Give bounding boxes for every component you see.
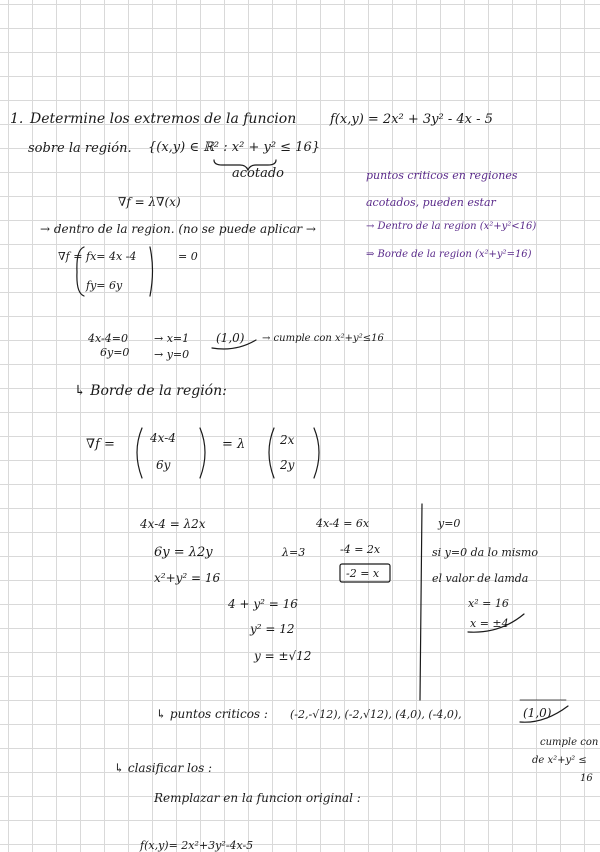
solve-y-1: 4 + y² = 16 <box>228 597 298 611</box>
gradient-rule: ∇f = λ∇(x) <box>118 195 181 209</box>
border-grad: ∇f = <box>86 437 115 452</box>
critical-note-1: cumple con <box>540 737 599 748</box>
side-note-line1: puntos criticos en regiones <box>366 169 518 182</box>
border-matrix-b1: 2x <box>280 433 295 447</box>
inside-eq-zero: = 0 <box>178 250 198 263</box>
case-note-1: si y=0 da lo mismo <box>432 546 538 559</box>
border-matrix-a2: 6y <box>156 458 171 472</box>
critical-last: (1,0) <box>523 706 552 720</box>
classify-label: ↳ clasificar los : <box>114 761 213 775</box>
critical-label: ↳ puntos criticos : <box>156 707 268 721</box>
case-y-zero: y=0 <box>438 517 461 530</box>
system-eq3: x²+y² = 16 <box>154 571 221 585</box>
solve-y-2: y² = 12 <box>250 622 295 636</box>
problem-statement: Determine los extremos de la funcion <box>30 111 297 127</box>
solve-x-3: -2 = x <box>346 567 380 580</box>
critical-note-2: de x²+y² ≤ <box>532 755 587 766</box>
border-eq-lambda: = λ <box>222 437 246 452</box>
inside-fx: fx= 4x -4 <box>86 250 137 263</box>
case-note-2: el valor de lamda <box>432 572 529 585</box>
system-eq2: 6y = λ2y <box>154 545 213 560</box>
bounded-label: acotado <box>232 166 284 181</box>
critical-note-3: 16 <box>580 773 593 784</box>
inside-res-x: → x=1 <box>154 332 190 345</box>
side-note-item2: ⇒ Borde de la region (x²+y²=16) <box>366 249 532 260</box>
inside-grad-lhs: ∇f = <box>58 250 83 263</box>
border-heading: ↳ Borde de la región: <box>74 383 227 399</box>
replace-label: Remplazar en la funcion original : <box>154 791 361 805</box>
critical-list: (-2,-√12), (-2,√12), (4,0), (-4,0), <box>290 708 462 721</box>
inside-point: (1,0) <box>216 331 245 345</box>
solve-y-3: y = ±√12 <box>254 649 312 663</box>
side-note-line2: acotados, pueden estar <box>366 196 496 209</box>
inside-fy: fy= 6y <box>86 279 123 292</box>
lambda-value: λ=3 <box>282 546 306 559</box>
function-definition: f(x,y) = 2x² + 3y² - 4x - 5 <box>330 112 493 127</box>
case-x-value: x = ±4 <box>470 617 509 630</box>
inside-eq1: 4x-4=0 <box>88 332 128 345</box>
region-prefix: sobre la región. <box>28 141 132 156</box>
cutoff-line: f(x,y)= 2x²+3y²-4x-5 <box>140 839 254 852</box>
problem-number: 1. <box>10 111 24 127</box>
region-set: {(x,y) ∈ ℝ² : x² + y² ≤ 16} <box>148 140 320 155</box>
case-x-squared: x² = 16 <box>468 597 509 610</box>
inside-check: → cumple con x²+y²≤16 <box>262 333 384 344</box>
system-eq1: 4x-4 = λ2x <box>140 517 206 531</box>
solve-x-2: -4 = 2x <box>340 543 381 556</box>
inside-res-y: → y=0 <box>154 348 190 361</box>
solve-x-1: 4x-4 = 6x <box>316 517 370 530</box>
border-matrix-b2: 2y <box>280 458 295 472</box>
inside-eq2: 6y=0 <box>100 346 130 359</box>
border-matrix-a1: 4x-4 <box>150 431 176 445</box>
inside-heading: → dentro de la region. (no se puede aplicar → <box>40 222 316 236</box>
side-note-item1: → Dentro de la region (x²+y²<16) <box>366 221 537 232</box>
